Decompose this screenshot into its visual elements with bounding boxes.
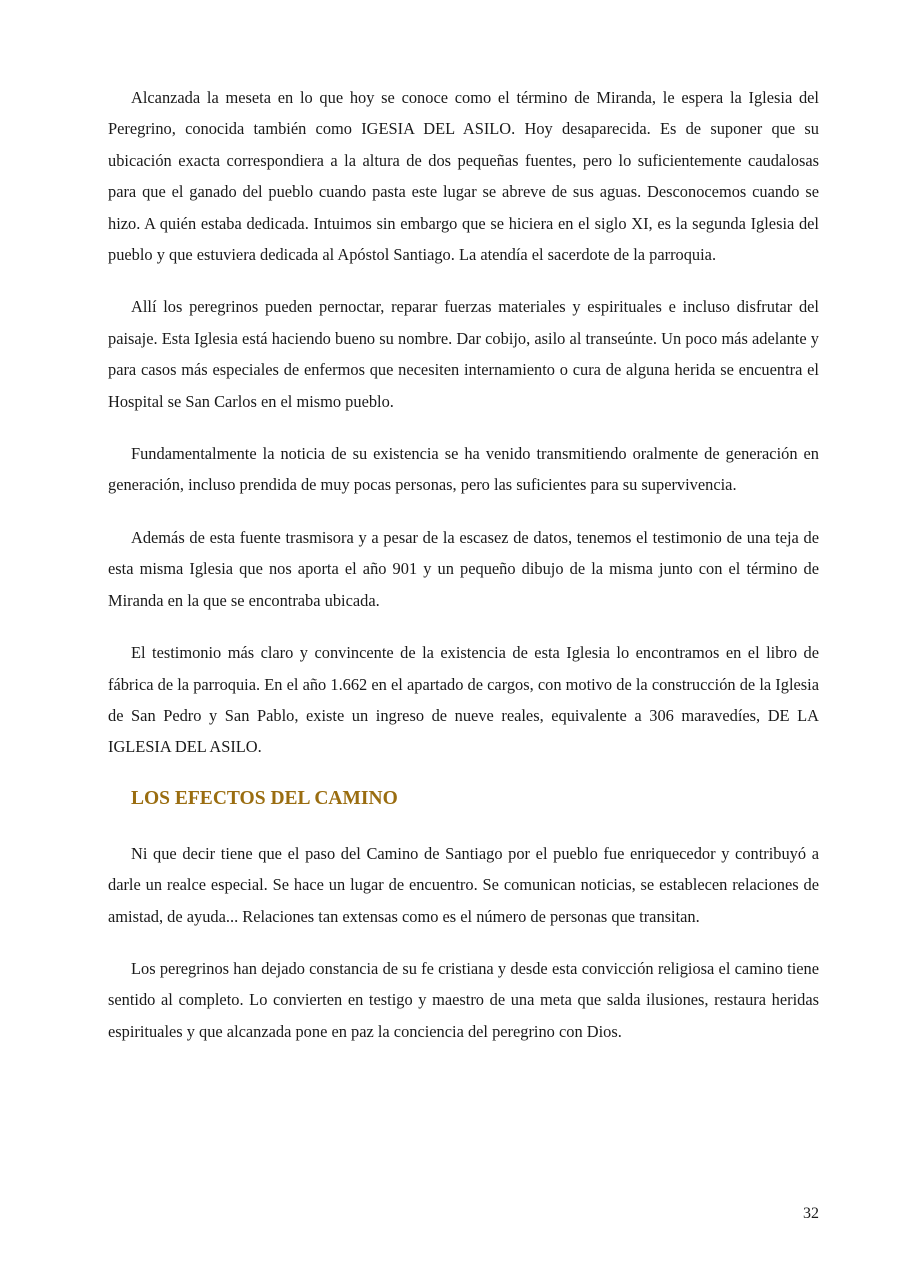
paragraph-fe-cristiana: Los peregrinos han dejado constancia de su fe cristiana y desde esta convicción religiosa el camino tiene sentido al completo. Lo convierten en testigo y maestro de una meta que salda ilusiones, restaura heridas espirituales y que alcanzada pone en paz la conciencia del peregrino con Dios.: [108, 958, 819, 1041]
paragraph-peregrinos-pernoctar: Allí los peregrinos pueden pernoctar, reparar fuerzas materiales y espirituales e incluso disfrutar del paisaje. Esta Iglesia está haciendo bueno su nombre. Dar cobijo, asilo al transeúnte. Un poco más adelante y para casos más especiales de enfermos que necesiten internamiento o cura de alguna herida se encuentra el Hospital se San Carlos en el mismo pueblo.: [108, 297, 819, 411]
paragraph-iglesia-peregrino: Alcanzada la meseta en lo que hoy se conoce como el término de Miranda, le espera la Iglesia del Peregrino, conocida también como IGESIA DEL ASILO. Hoy desaparecida. Es de suponer que su ubicación exacta correspondiera a la altura de dos pequeñas fuentes, pero lo suficientemente caudalosas para que el ganado del pueblo cuando pasta este lugar se abreve de sus aguas. Desconocemos cuando se hizo. A quién estaba dedicada. Intuimos sin embargo que se hiciera en el siglo XI, es la segunda Iglesia del pueblo y que estuviera dedicada al Apóstol Santiago. La atendía el sacerdote de la parroquia.: [108, 88, 819, 265]
paragraph-transmision-oral: Fundamentalmente la noticia de su existencia se ha venido transmitiendo oralmente de generación en generación, incluso prendida de muy pocas personas, pero las suficientes para su supervivencia.: [108, 444, 819, 495]
section-heading: LOS EFECTOS DEL CAMINO: [131, 787, 398, 809]
paragraph-libro-fabrica: El testimonio más claro y convincente de la existencia de esta Iglesia lo encontramos en el libro de fábrica de la parroquia. En el año 1.662 en el apartado de cargos, con motivo de la construcción de la Iglesia de San Pedro y San Pablo, existe un ingreso de nueve reales, equivalente a 306 maravedíes, DE LA IGLESIA DEL ASILO.: [108, 643, 819, 757]
page-number: 32: [803, 1205, 819, 1222]
document-page: [108, 82, 819, 1068]
paragraph-camino-enriquecedor: Ni que decir tiene que el paso del Camino de Santiago por el pueblo fue enriquecedor y contribuyó a darle un realce especial. Se hace un lugar de encuentro. Se comunican noticias, se establecen relaciones de amistad, de ayuda... Relaciones tan extensas como es el número de personas que transitan.: [108, 843, 819, 926]
paragraph-teja-testimonio: Además de esta fuente trasmisora y a pesar de la escasez de datos, tenemos el testimonio de una teja de esta misma Iglesia que nos aporta el año 901 y un pequeño dibujo de la misma junto con el término de Miranda en la que se encontraba ubicada.: [108, 527, 819, 610]
